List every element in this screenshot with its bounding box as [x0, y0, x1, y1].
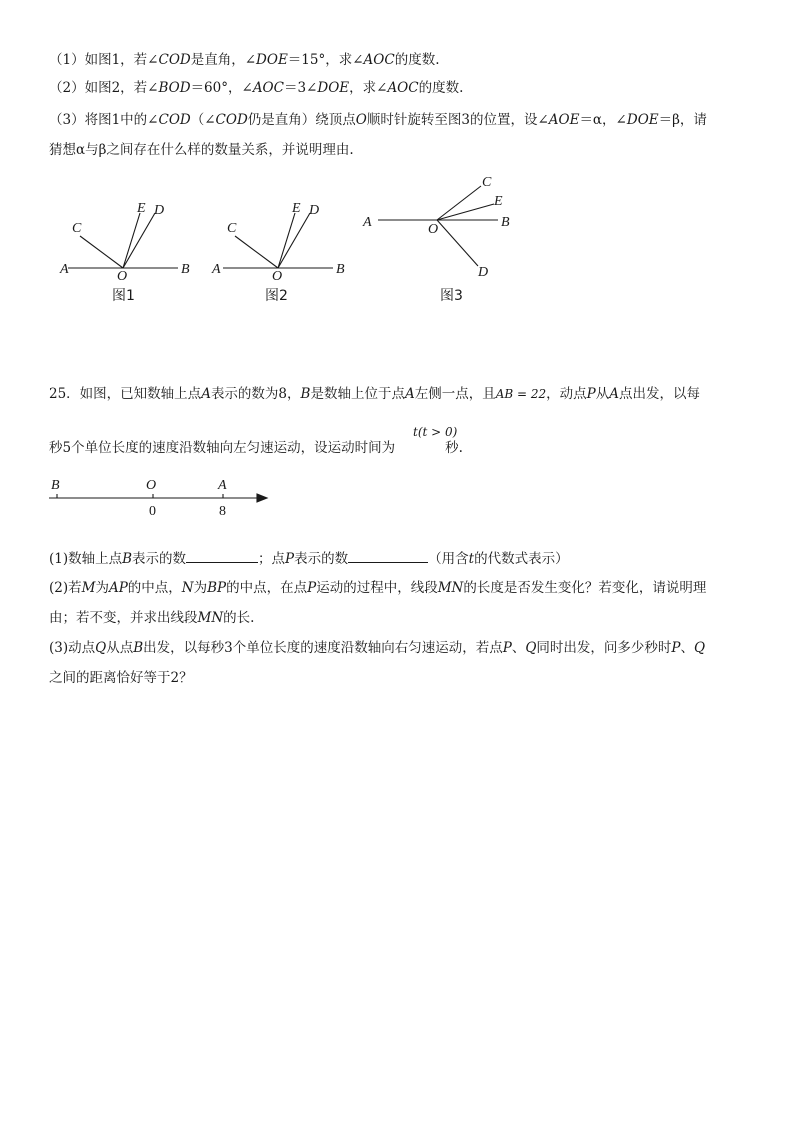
text: 表示的数	[132, 551, 187, 567]
text: DOE	[256, 52, 288, 68]
caption-fig3: 图3	[440, 288, 463, 304]
label-d: D	[478, 265, 489, 280]
text: 、	[680, 640, 694, 656]
math-ab: AB = 22	[495, 387, 547, 401]
figure-3	[362, 175, 510, 304]
text: 从点	[106, 640, 134, 656]
text: AOC	[363, 52, 395, 68]
text: COD	[158, 52, 191, 68]
text: ＝β，请	[658, 112, 707, 128]
label-e: E	[494, 194, 503, 209]
text: Q	[693, 640, 706, 656]
text: 左侧一点，且	[414, 386, 496, 402]
text: 顺时针旋转至图3的位置，设∠	[366, 112, 549, 128]
text: （2）如图2，若∠	[49, 80, 159, 96]
text: P	[307, 580, 317, 596]
ray-oc	[235, 236, 278, 268]
text: 表示的数	[294, 551, 349, 567]
text: P	[285, 551, 295, 567]
text: 的度数.	[394, 52, 440, 68]
text: P	[671, 640, 681, 656]
label-zero: 0	[149, 504, 156, 519]
label-c: C	[482, 175, 492, 190]
text: B	[300, 386, 311, 402]
ray-oc	[80, 236, 123, 268]
label-o: O	[272, 269, 283, 284]
q25-sub2-line2	[49, 608, 254, 628]
text: 点出发，以每	[618, 386, 700, 402]
text: P	[586, 386, 596, 402]
text: 、	[511, 640, 526, 656]
text: COD	[158, 112, 191, 128]
text: MN	[437, 580, 464, 596]
text: DOE	[317, 80, 350, 96]
text: 是数轴上位于点	[310, 386, 405, 402]
label-b: B	[181, 262, 190, 277]
text: 的中点，	[127, 580, 182, 596]
text: 同时出发，问多少秒时	[536, 640, 672, 656]
label-eight: 8	[219, 504, 226, 519]
text: (2)若	[49, 580, 82, 596]
text: 为	[193, 580, 208, 596]
text: BP	[207, 580, 227, 596]
text: 的长.	[223, 610, 255, 626]
text: t	[468, 551, 475, 567]
text: AOC	[252, 80, 284, 96]
label-b: B	[501, 215, 510, 230]
text: ＝15°，求∠	[287, 52, 364, 68]
label-o: O	[428, 222, 439, 237]
label-a: A	[363, 215, 372, 230]
text: DOE	[626, 112, 659, 128]
ray-oc	[437, 186, 481, 220]
text: （3）将图1中的∠	[49, 112, 159, 128]
text: ，求∠	[349, 80, 388, 96]
text: Q	[95, 640, 107, 656]
number-line	[49, 478, 267, 519]
text: 秒.	[445, 440, 463, 456]
text: 仍是直角）绕顶点	[247, 112, 356, 128]
text: M	[81, 580, 96, 596]
label-o: O	[117, 269, 128, 284]
ray-od	[123, 213, 155, 268]
text: ＝α，∠	[579, 112, 627, 128]
text: ；点	[258, 551, 286, 567]
text: BOD	[158, 80, 191, 96]
ray-oe	[437, 204, 494, 220]
caption-fig1: 图1	[112, 288, 135, 304]
text: AOC	[387, 80, 419, 96]
figure-2	[211, 201, 345, 304]
label-c: C	[72, 221, 82, 236]
text: ，动点	[546, 386, 587, 402]
label-a: A	[218, 478, 227, 493]
text: (1)数轴上点	[49, 551, 123, 567]
text: B	[133, 640, 144, 656]
label-e: E	[137, 201, 146, 216]
label-d: D	[154, 203, 165, 218]
text: （∠	[190, 112, 216, 128]
q25-sub2-line1	[49, 578, 706, 598]
label-b: B	[336, 262, 345, 277]
text: （1）如图1，若∠	[49, 52, 159, 68]
ray-oe	[278, 213, 295, 268]
text: A	[201, 386, 211, 402]
text: B	[122, 551, 133, 567]
arrow-head	[257, 494, 267, 502]
answer-blank-p[interactable]	[348, 548, 428, 563]
q25-line2	[49, 438, 463, 458]
ray-od	[437, 220, 478, 266]
text: A	[609, 386, 619, 402]
text: 之间的距离恰好等于2？	[49, 670, 193, 686]
text: ＝60°，∠	[190, 80, 253, 96]
text: ＝3∠	[283, 80, 318, 96]
text: (3)动点	[49, 640, 96, 656]
label-a: A	[212, 262, 221, 277]
text: A	[404, 386, 415, 402]
text: 由；若不变，并求出线段	[49, 610, 198, 626]
q25-sub1	[49, 548, 569, 569]
text: MN	[197, 610, 224, 626]
label-o: O	[146, 478, 157, 493]
text: 从	[595, 386, 610, 402]
text: 为	[95, 580, 109, 596]
label-e: E	[292, 201, 301, 216]
text: 的长度是否发生变化？若变化，请说明理	[463, 580, 707, 596]
text: 秒5个单位长度的速度沿数轴向左匀速运动，设运动时间为	[49, 440, 396, 456]
math-t-condition: t(t > 0)	[413, 425, 458, 439]
text: 的代数式表示）	[474, 551, 569, 567]
label-b: B	[51, 478, 60, 493]
text: 运动的过程中，线段	[316, 580, 438, 596]
ray-oe	[123, 213, 140, 268]
answer-blank-b[interactable]	[186, 548, 258, 563]
text: AP	[108, 580, 128, 596]
text: 表示的数为8，	[210, 386, 301, 402]
text: 的中点，在点	[226, 580, 308, 596]
text: （用含	[428, 551, 469, 567]
label-c: C	[227, 221, 237, 236]
caption-fig2: 图2	[265, 288, 288, 304]
text: 猜想α与β之间存在什么样的数量关系，并说明理由.	[49, 142, 354, 158]
label-a: A	[60, 262, 69, 277]
text: P	[502, 640, 512, 656]
q25-line1	[49, 384, 700, 404]
text: COD	[215, 112, 248, 128]
label-d: D	[309, 203, 320, 218]
q25-sub3-line2	[49, 668, 193, 688]
text: 是直角，∠	[190, 52, 257, 68]
text: Q	[525, 640, 537, 656]
text: AOE	[548, 112, 580, 128]
text: 出发，以每秒3个单位长度的速度沿数轴向右匀速运动，若点	[143, 640, 503, 656]
text: 的度数.	[418, 80, 464, 96]
figure-1	[59, 201, 190, 304]
q25-sub3-line1	[49, 638, 705, 658]
text: 25．如图，已知数轴上点	[49, 386, 202, 402]
text: N	[181, 580, 194, 596]
ray-od	[278, 213, 310, 268]
text: O	[355, 112, 367, 128]
